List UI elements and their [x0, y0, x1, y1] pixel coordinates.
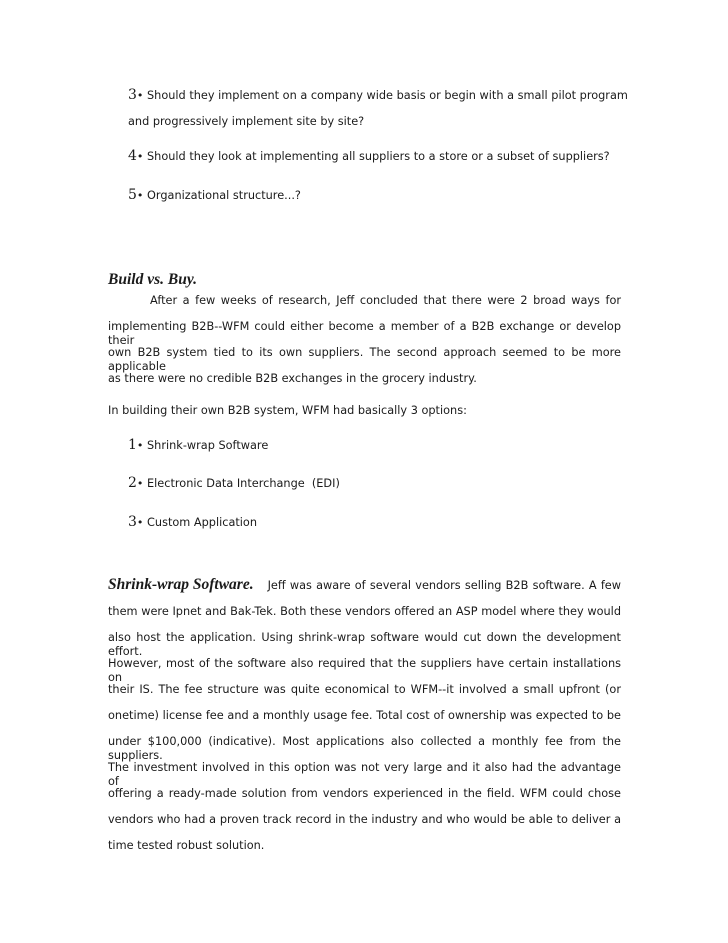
bullet-icon: • — [136, 189, 144, 202]
paragraph-line: own B2B system tied to its own suppliers. The second approach seemed to be more applicable — [108, 346, 621, 373]
paragraph-line: time tested robust solution. — [108, 839, 265, 852]
option-item — [128, 515, 257, 530]
option-label: Electronic Data Interchange (EDI) — [147, 477, 340, 490]
bullet-icon: • — [136, 477, 144, 490]
options-intro: In building their own B2B system, WFM had basically 3 options: — [108, 404, 467, 417]
bullet-icon: • — [136, 439, 144, 452]
paragraph-line: After a few weeks of research, Jeff concluded that there were 2 broad ways for — [150, 294, 621, 307]
list-number: 5 — [128, 187, 137, 203]
list-number: 1 — [128, 437, 137, 453]
question-5 — [128, 188, 301, 203]
question-3-continuation: and progressively implement site by site? — [128, 115, 365, 128]
paragraph-line: implementing B2B--WFM could either become a member of a B2B exchange or develop their — [108, 320, 621, 347]
paragraph-line: offering a ready-made solution from vendors experienced in the field. WFM could chose — [108, 787, 621, 800]
paragraph-line: them were Ipnet and Bak-Tek. Both these vendors offered an ASP model where they would — [108, 605, 621, 618]
paragraph-line: onetime) license fee and a monthly usage fee. Total cost of ownership was expected to be — [108, 709, 621, 722]
option-label: Shrink-wrap Software — [147, 439, 269, 452]
bullet-icon: • — [136, 150, 144, 163]
paragraph-line: Jeff was aware of several vendors selling B2B software. A few — [267, 579, 621, 592]
list-number: 4 — [128, 148, 137, 164]
paragraph-line: their IS. The fee structure was quite economical to WFM--it involved a small upfront (or — [108, 683, 621, 696]
paragraph-line: also host the application. Using shrink-wrap software would cut down the development effort. — [108, 631, 621, 658]
list-number: 3 — [128, 514, 137, 530]
question-4 — [128, 149, 610, 164]
option-item — [128, 476, 340, 491]
list-number: 3 — [128, 87, 137, 103]
option-item — [128, 438, 268, 453]
question-3 — [128, 88, 628, 103]
option-label: Custom Application — [147, 516, 258, 529]
question-text: Should they implement on a company wide basis or begin with a small pilot program — [147, 89, 628, 102]
list-number: 2 — [128, 475, 137, 491]
bullet-icon: • — [136, 89, 144, 102]
shrink-wrap-first-line — [108, 576, 621, 594]
paragraph-line: However, most of the software also required that the suppliers have certain installations on — [108, 657, 621, 684]
bullet-icon: • — [136, 516, 144, 529]
section-heading-shrink-wrap: Shrink-wrap Software. — [108, 576, 254, 593]
question-text: Organizational structure...? — [147, 189, 301, 202]
paragraph-line: under $100,000 (indicative). Most applications also collected a monthly fee from the suppliers. — [108, 735, 621, 762]
question-text: Should they look at implementing all suppliers to a store or a subset of suppliers? — [147, 150, 610, 163]
paragraph-line: vendors who had a proven track record in the industry and who would be able to deliver a — [108, 813, 621, 826]
section-heading-build-vs-buy: Build vs. Buy. — [108, 271, 197, 288]
paragraph-line: The investment involved in this option was not very large and it also had the advantage of — [108, 761, 621, 788]
paragraph-line: as there were no credible B2B exchanges in the grocery industry. — [108, 372, 477, 385]
